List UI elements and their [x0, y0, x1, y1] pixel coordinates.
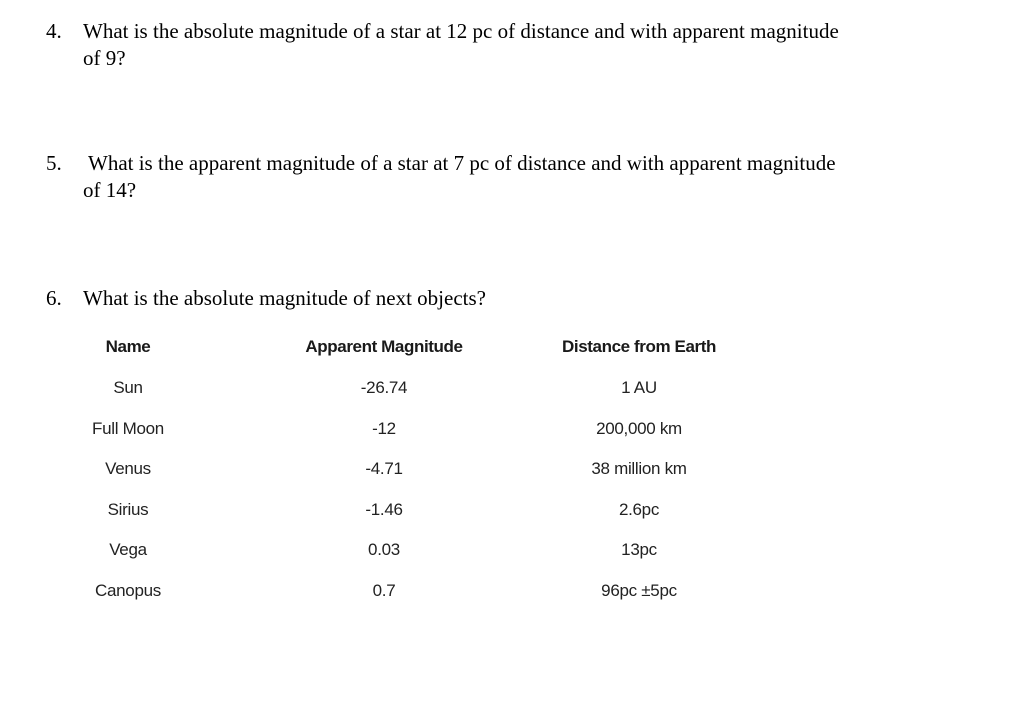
table-cell-distance: 200,000 km	[596, 419, 682, 438]
question-5-number: 5.	[46, 151, 62, 175]
header-name: Name	[105, 337, 151, 356]
question-6-number: 6.	[46, 286, 62, 310]
table-cell-name: Sun	[113, 378, 143, 397]
table-cell-magnitude: 0.7	[372, 581, 396, 600]
question-5-text-continued: of 14?	[83, 178, 137, 202]
question-4-text: What is the absolute magnitude of a star at 12 pc of distance and with apparent magnitude	[83, 19, 839, 43]
header-distance: Distance from Earth	[562, 337, 716, 356]
table-cell-name: Venus	[105, 459, 151, 478]
table-cell-distance: 38 million km	[591, 459, 687, 478]
table-cell-magnitude: -26.74	[360, 378, 408, 397]
table-cell-name: Canopus	[95, 581, 161, 600]
table-cell-distance: 96pc ±5pc	[601, 581, 677, 600]
header-apparent-magnitude: Apparent Magnitude	[305, 337, 463, 356]
question-4-text-continued: of 9?	[83, 46, 126, 70]
table-cell-magnitude: -12	[372, 419, 396, 438]
question-5-text: What is the apparent magnitude of a star at 7 pc of distance and with apparent magnitude	[88, 151, 836, 175]
question-4-number: 4.	[46, 19, 62, 43]
table-cell-distance: 13pc	[621, 540, 657, 559]
question-6-text: What is the absolute magnitude of next objects?	[83, 286, 486, 310]
table-cell-magnitude: -4.71	[365, 459, 403, 478]
table-cell-magnitude: 0.03	[368, 540, 400, 559]
table-cell-distance: 2.6pc	[618, 500, 660, 519]
table-cell-magnitude: -1.46	[365, 500, 403, 519]
table-cell-name: Vega	[109, 540, 147, 559]
table-cell-distance: 1 AU	[621, 378, 657, 397]
table-cell-name: Sirius	[107, 500, 149, 519]
table-cell-name: Full Moon	[92, 419, 164, 438]
